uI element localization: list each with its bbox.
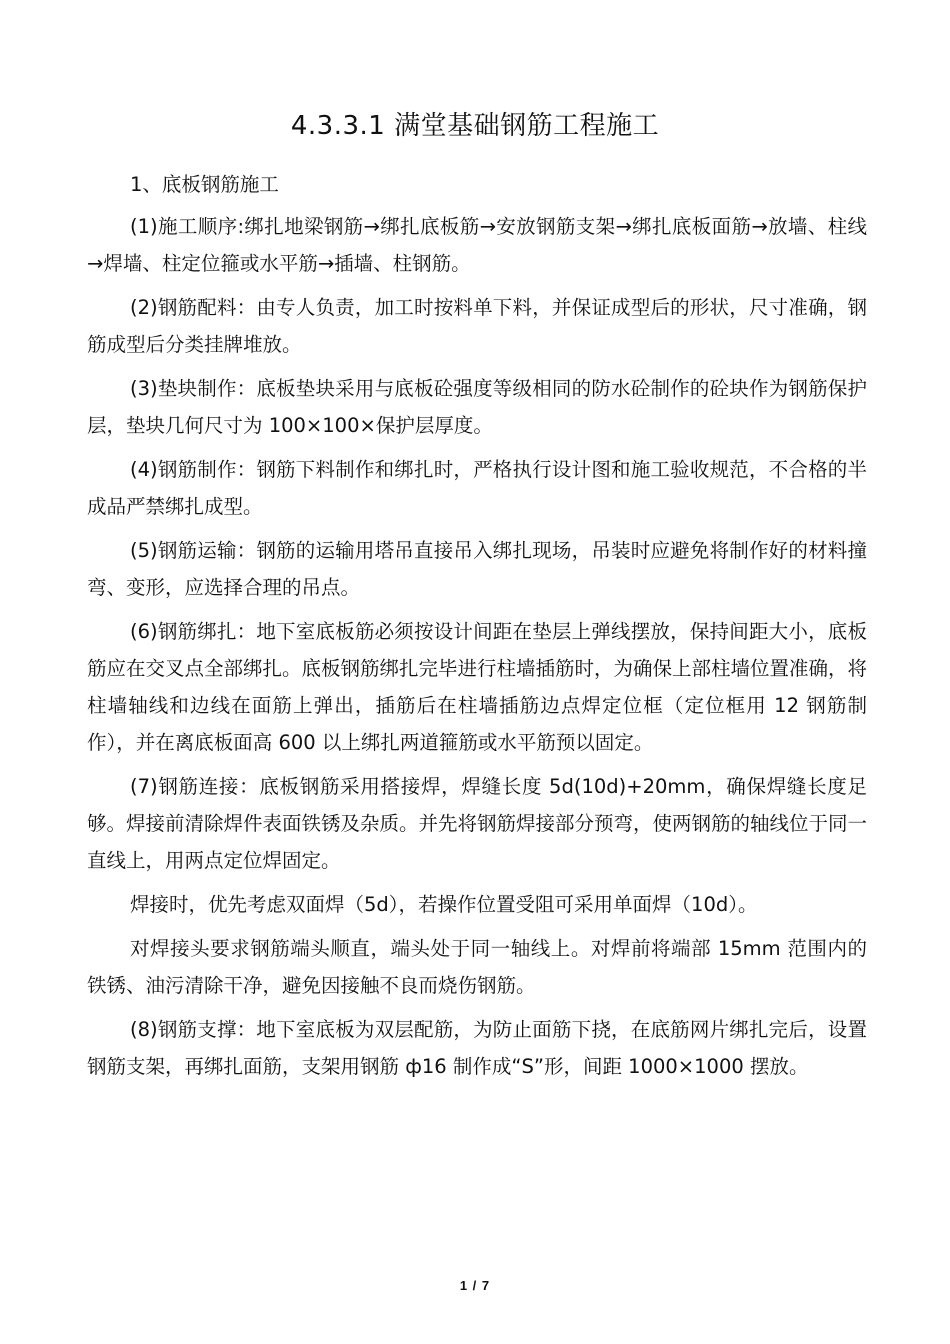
paragraph-welding-note: 焊接时，优先考虑双面焊（5d），若操作位置受阻可采用单面焊（10d）。 <box>130 893 758 916</box>
document-body <box>87 166 867 1092</box>
section-title: 4.3.3.1 满堂基础钢筋工程施工 <box>290 111 660 141</box>
paragraph-spacer-blocks: (3)垫块制作：底板垫块采用与底板砼强度等级相同的防水砼制作的砼块作为钢筋保护层，垫块几何尺寸为 100×100×保护层厚度。 <box>87 377 867 437</box>
paragraph-rebar-tying: (6)钢筋绑扎：地下室底板筋必须按设计间距在垫层上弹线摆放，保持间距大小，底板筋应在交叉点全部绑扎。底板钢筋绑扎完毕进行柱墙插筋时，为确保上部柱墙位置准确，将柱墙轴线和边线在面筋上弹出，插筋后在柱墙插筋边点焊定位框（定位框用 12 钢筋制作），并在离底板面高 600 以上绑扎两道箍筋或水平筋预以固定。 <box>87 620 868 754</box>
paragraph-rebar-connection: (7)钢筋连接：底板钢筋采用搭接焊，焊缝长度 5d(10d)+20mm，确保焊缝长度足够。焊接前清除焊件表面铁锈及杂质。并先将钢筋焊接部分预弯，使两钢筋的轴线位于同一直线上，用两点定位焊固定。 <box>87 775 868 872</box>
paragraph-rebar-batching: (2)钢筋配料：由专人负责，加工时按料单下料，并保证成型后的形状，尺寸准确，钢筋成型后分类挂牌堆放。 <box>87 296 867 356</box>
paragraph-rebar-transport: (5)钢筋运输：钢筋的运输用塔吊直接吊入绑扎现场，吊装时应避免将制作好的材料撞弯、变形，应选择合理的吊点。 <box>87 539 867 599</box>
page-indicator: 1 / 7 <box>459 1278 491 1293</box>
paragraph-construction-order: (1)施工顺序:绑扎地梁钢筋→绑扎底板筋→安放钢筋支架→绑扎底板面筋→放墙、柱线→焊墙、柱定位箍或水平筋→插墙、柱钢筋。 <box>87 215 867 275</box>
paragraph-heading: 1、底板钢筋施工 <box>130 173 279 196</box>
paragraph-rebar-fabrication: (4)钢筋制作：钢筋下料制作和绑扎时，严格执行设计图和施工验收规范，不合格的半成品严禁绑扎成型。 <box>87 458 867 518</box>
paragraph-butt-joint: 对焊接头要求钢筋端头顺直，端头处于同一轴线上。对焊前将端部 15mm 范围内的铁锈、油污清除干净，避免因接触不良而烧伤钢筋。 <box>87 937 867 997</box>
paragraph-rebar-support: (8)钢筋支撑：地下室底板为双层配筋，为防止面筋下挠，在底筋网片绑扎完后，设置钢筋支架，再绑扎面筋，支架用钢筋 ф16 制作成“S”形，间距 1000×1000 摆放。 <box>87 1018 867 1078</box>
